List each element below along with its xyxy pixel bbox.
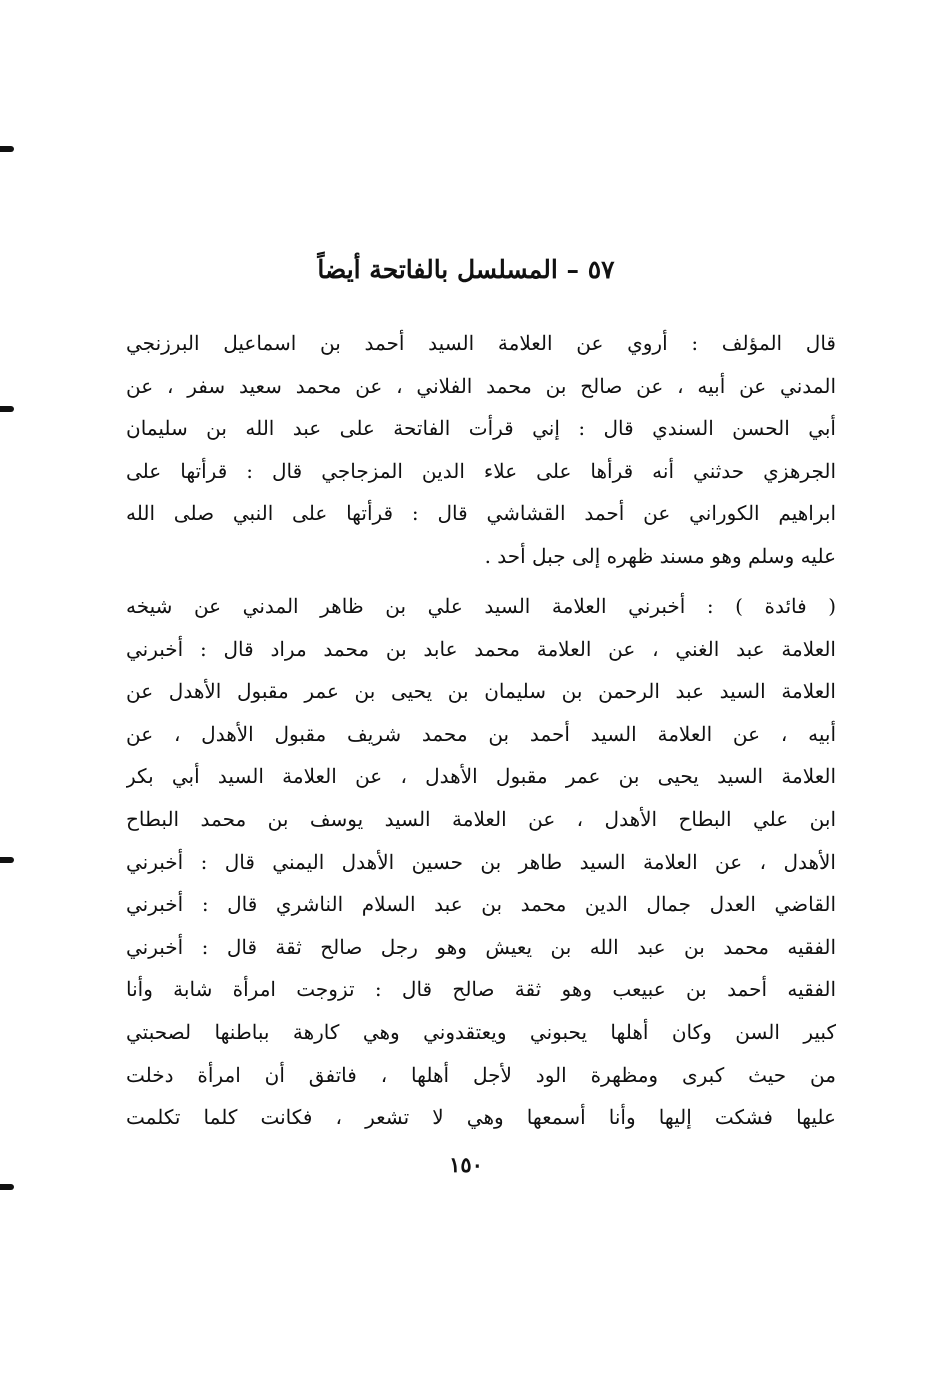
text-line: الجرهزي حدثني أنه قرأها على علاء الدين المزجاجي قال : قرأتها على (126, 458, 836, 483)
text-line: ابراهيم الكوراني عن أحمد القشاشي قال : قرأتها على النبي صلى الله (126, 501, 836, 526)
text-line: عليه وسلم وهو مسند ظهره إلى جبل أحد . (484, 543, 836, 568)
paragraph-chain-of-narration (126, 322, 836, 578)
text-line: العلامة السيد يحيى بن عمر مقبول الأهدل ، عن العلامة السيد أبي بكر (126, 764, 836, 789)
text-line: ابن علي البطاح الأهدل ، عن العلامة السيد يوسف بن محمد البطاح (126, 806, 836, 831)
text-line: كبير السن وكان أهلها يحبوني ويعتقدوني وهي كارهة بباطنها لصحبتي (126, 1019, 836, 1044)
page-number: ١٥٠ (449, 1152, 483, 1177)
text-line: من حيث كبرى ومظهرة الود لأجل أهلها ، فاتفق أن امرأة دخلت (126, 1062, 836, 1087)
text-line: أبيه ، عن العلامة السيد أحمد بن محمد شريف مقبول الأهدل ، عن (126, 721, 836, 746)
text-line: العلامة عبد الغني ، عن العلامة محمد عابد بن محمد مراد قال : أخبرني (126, 636, 836, 661)
text-line: الأهدل ، عن العلامة السيد طاهر بن حسين الأهدل اليمني قال : أخبرني (126, 849, 836, 874)
scan-edge-mark (0, 857, 14, 863)
scan-edge-mark (0, 406, 14, 412)
text-line: عليها فشكت إليها وأنا أسمعها وهي لا تشعر ، فكانت كلما تكلمت (126, 1105, 836, 1130)
text-line: القاضي العدل جمال الدين محمد بن عبد السلام الناشري قال : أخبرني (126, 892, 836, 917)
text-line: العلامة السيد عبد الرحمن بن سليمان بن يحيى بن عمر مقبول الأهدل عن (126, 679, 836, 704)
text-line: الفقيه أحمد بن عبيعب وهو ثقة صالح قال : تزوجت امرأة شابة وأنا (126, 977, 836, 1002)
paragraph-benefit-note (126, 585, 836, 1139)
text-line: المدني عن أبيه ، عن صالح بن محمد الفلاني ، عن محمد سعيد سفر ، عن (126, 373, 836, 398)
text-line: الفقيه محمد بن عبد الله بن يعيش وهو رجل صالح ثقة قال : أخبرني (126, 934, 836, 959)
text-line: أبي الحسن السندي قال : إني قرأت الفاتحة على عبد الله بن سليمان (126, 416, 836, 441)
text-line: قال المؤلف : أروي عن العلامة السيد أحمد بن اسماعيل البرزنجي (126, 331, 836, 355)
scan-edge-mark (0, 146, 14, 152)
scan-edge-mark (0, 1184, 14, 1190)
text-line: ( فائدة ) : أخبرني العلامة السيد علي بن ظاهر المدني عن شيخه (126, 594, 836, 618)
section-title: ٥٧ – المسلسل بالفاتحة أيضاً (317, 255, 615, 284)
